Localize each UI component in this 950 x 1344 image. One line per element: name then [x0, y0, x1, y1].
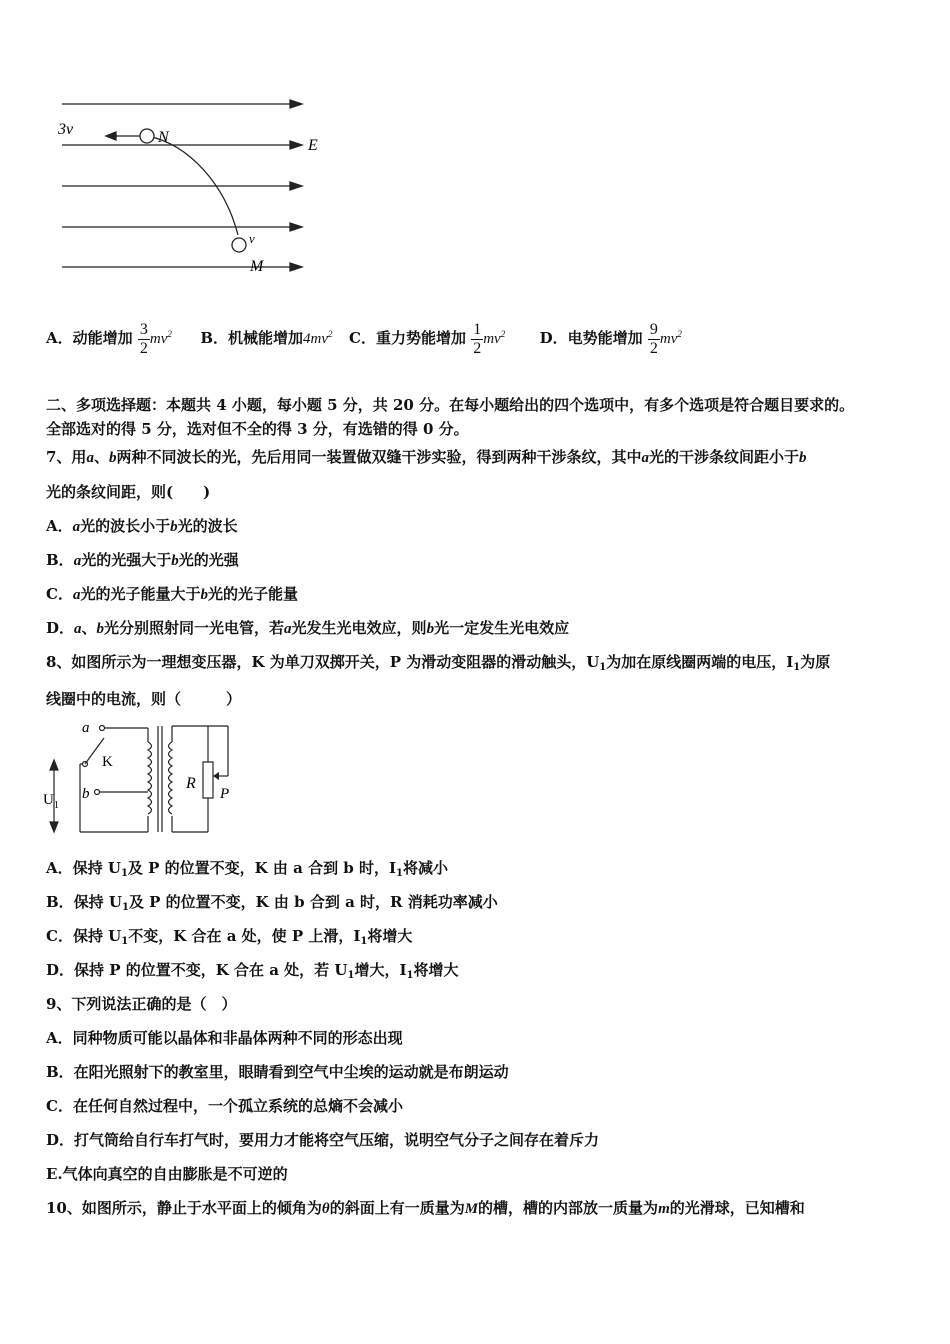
q6-option-c: C．重力势能增加 $\frac{1}{2}$ $mv^2$	[349, 320, 506, 357]
fraction: $\frac{9}{2}$	[649, 320, 658, 357]
fig-label-U: $U_1$	[43, 792, 59, 811]
q8-option-c: C．保持 $U_1$不变，K 合在 a 处，使 P 上滑，$I_1$将增大	[46, 927, 413, 947]
q10-stem: 10、如图所示，静止于水平面上的倾角为θ的斜面上有一质量为M的槽，槽的内部放一质量为m的光滑球，已知槽和	[46, 1199, 805, 1217]
q7-stem: 7、用a、b两种不同波长的光，先后用同一装置做双缝干涉实验，得到两种干涉条纹，其中a光的干涉条纹间距小于b	[46, 448, 807, 466]
fraction: $\frac{1}{2}$	[473, 320, 482, 357]
field-figure	[50, 90, 340, 280]
q7-option-a: A．a光的波长小于b光的波长	[46, 517, 238, 535]
fig-label-P: P	[220, 786, 230, 802]
transformer-figure	[40, 716, 240, 840]
fraction: $\frac{3}{2}$	[139, 320, 148, 357]
q6-option-a: A．动能增加 $\frac{3}{2}$ $mv^2$	[46, 320, 172, 357]
label-M: M	[250, 258, 264, 275]
q9-stem: 9、下列说法正确的是（ ）	[46, 995, 237, 1013]
q8-stem: 8、如图所示为一理想变压器，K 为单刀双掷开关，P 为滑动变阻器的滑动触头，$U_1$为加在原线圈两端的电压，$I_1$为原	[46, 653, 831, 673]
fig-label-a: a	[82, 720, 90, 736]
section-2-heading: 二、多项选择题：本题共 4 小题，每小题 5 分，共 20 分。在每小题给出的四个选项中，有多个选项是符合题目要求的。	[46, 396, 855, 414]
q7-option-c: C．a光的光子能量大于b光的光子能量	[46, 585, 298, 603]
q8-option-b: B．保持 $U_1$及 P 的位置不变，K 由 b 合到 a 时，R 消耗功率减小	[46, 893, 498, 913]
q7-option-b: B．a光的光强大于b光的光强	[46, 551, 239, 569]
q7-stem-line2: 光的条纹间距，则( )	[46, 483, 211, 501]
q7-option-d: D．a、b光分别照射同一光电管，若a光发生光电效应，则b光一定发生光电效应	[46, 619, 570, 637]
q8-stem-line2: 线圈中的电流，则（ ）	[46, 690, 242, 708]
q9-option-c: C．在任何自然过程中，一个孤立系统的总熵不会减小	[46, 1097, 403, 1115]
q9-option-b: B．在阳光照射下的教室里，眼睛看到空气中尘埃的运动就是布朗运动	[46, 1063, 509, 1081]
q6-option-b: B．机械能增加$4mv^2$	[200, 329, 333, 347]
q6-option-d: D．电势能增加 $\frac{9}{2}$ $mv^2$	[539, 320, 682, 357]
label-v: v	[249, 231, 255, 246]
label-3v: 3v	[58, 121, 74, 138]
fig-label-K: K	[102, 754, 113, 770]
q9-option-e: E.气体向真空的自由膨胀是不可逆的	[46, 1165, 288, 1183]
fig-label-b: b	[82, 786, 90, 802]
label-N: N	[158, 129, 169, 146]
section-2-heading-line2: 全部选对的得 5 分，选对但不全的得 3 分，有选错的得 0 分。	[46, 420, 469, 438]
label-E: E	[308, 137, 318, 154]
fig-label-R: R	[186, 775, 196, 792]
q9-option-d: D．打气筒给自行车打气时，要用力才能将空气压缩，说明空气分子之间存在着斥力	[46, 1131, 600, 1149]
q9-option-a: A．同种物质可能以晶体和非晶体两种不同的形态出现	[46, 1029, 403, 1047]
q8-option-d: D．保持 P 的位置不变，K 合在 a 处，若 $U_1$增大，$I_1$将增大	[46, 961, 459, 981]
q6-options	[46, 314, 682, 357]
q8-option-a: A．保持 $U_1$及 P 的位置不变，K 由 a 合到 b 时，$I_1$将减小	[46, 859, 449, 879]
